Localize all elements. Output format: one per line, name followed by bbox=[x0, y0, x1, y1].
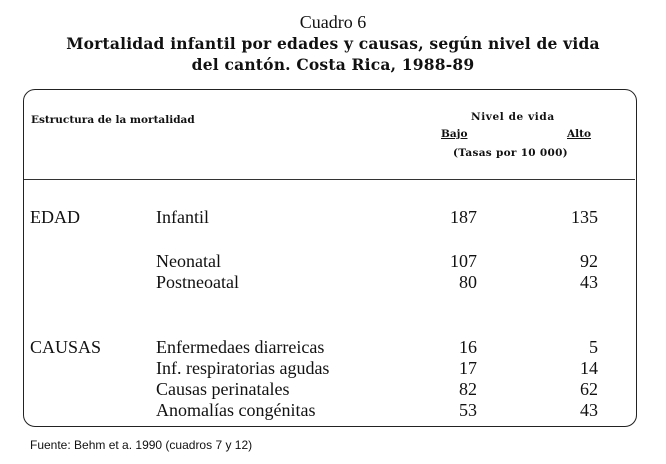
row-value-bajo: 53 bbox=[459, 400, 477, 420]
row-value-alto: 135 bbox=[571, 207, 598, 227]
row-label: Causas perinatales bbox=[156, 379, 290, 399]
row-group-label: EDAD bbox=[30, 207, 80, 227]
table-title-line2: del cantón. Costa Rica, 1988-89 bbox=[191, 55, 475, 74]
row-value-bajo: 16 bbox=[459, 337, 477, 357]
table-frame bbox=[23, 89, 637, 427]
row-value-alto: 14 bbox=[580, 358, 598, 378]
row-value-alto: 62 bbox=[580, 379, 598, 399]
header-units: (Tasas por 10 000) bbox=[453, 147, 568, 159]
header-bajo: Bajo bbox=[441, 128, 468, 140]
row-value-bajo: 187 bbox=[450, 207, 477, 227]
row-value-bajo: 82 bbox=[459, 379, 477, 399]
row-group-label: CAUSAS bbox=[30, 337, 102, 357]
table-number: Cuadro 6 bbox=[299, 12, 367, 32]
table-title-line1: Mortalidad infantil por edades y causas, según nivel de vida bbox=[66, 34, 600, 53]
header-divider bbox=[24, 179, 635, 180]
row-value-bajo: 80 bbox=[459, 272, 477, 292]
row-value-alto: 92 bbox=[580, 251, 598, 271]
row-label: Neonatal bbox=[156, 251, 221, 271]
row-value-bajo: 17 bbox=[459, 358, 477, 378]
row-value-bajo: 107 bbox=[450, 251, 477, 271]
header-alto: Alto bbox=[567, 128, 591, 140]
row-label: Enfermedaes diarreicas bbox=[156, 337, 325, 357]
row-label: Postneoatal bbox=[156, 272, 239, 292]
source-note: Fuente: Behm et a. 1990 (cuadros 7 y 12) bbox=[30, 438, 253, 452]
row-label: Infantil bbox=[156, 207, 209, 227]
row-value-alto: 43 bbox=[580, 400, 598, 420]
header-structure: Estructura de la mortalidad bbox=[31, 114, 195, 126]
row-value-alto: 43 bbox=[580, 272, 598, 292]
row-label: Inf. respiratorias agudas bbox=[156, 358, 330, 378]
row-label: Anomalías congénitas bbox=[156, 400, 316, 420]
header-nivel-de-vida: Nivel de vida bbox=[471, 111, 555, 123]
row-value-alto: 5 bbox=[589, 337, 598, 357]
